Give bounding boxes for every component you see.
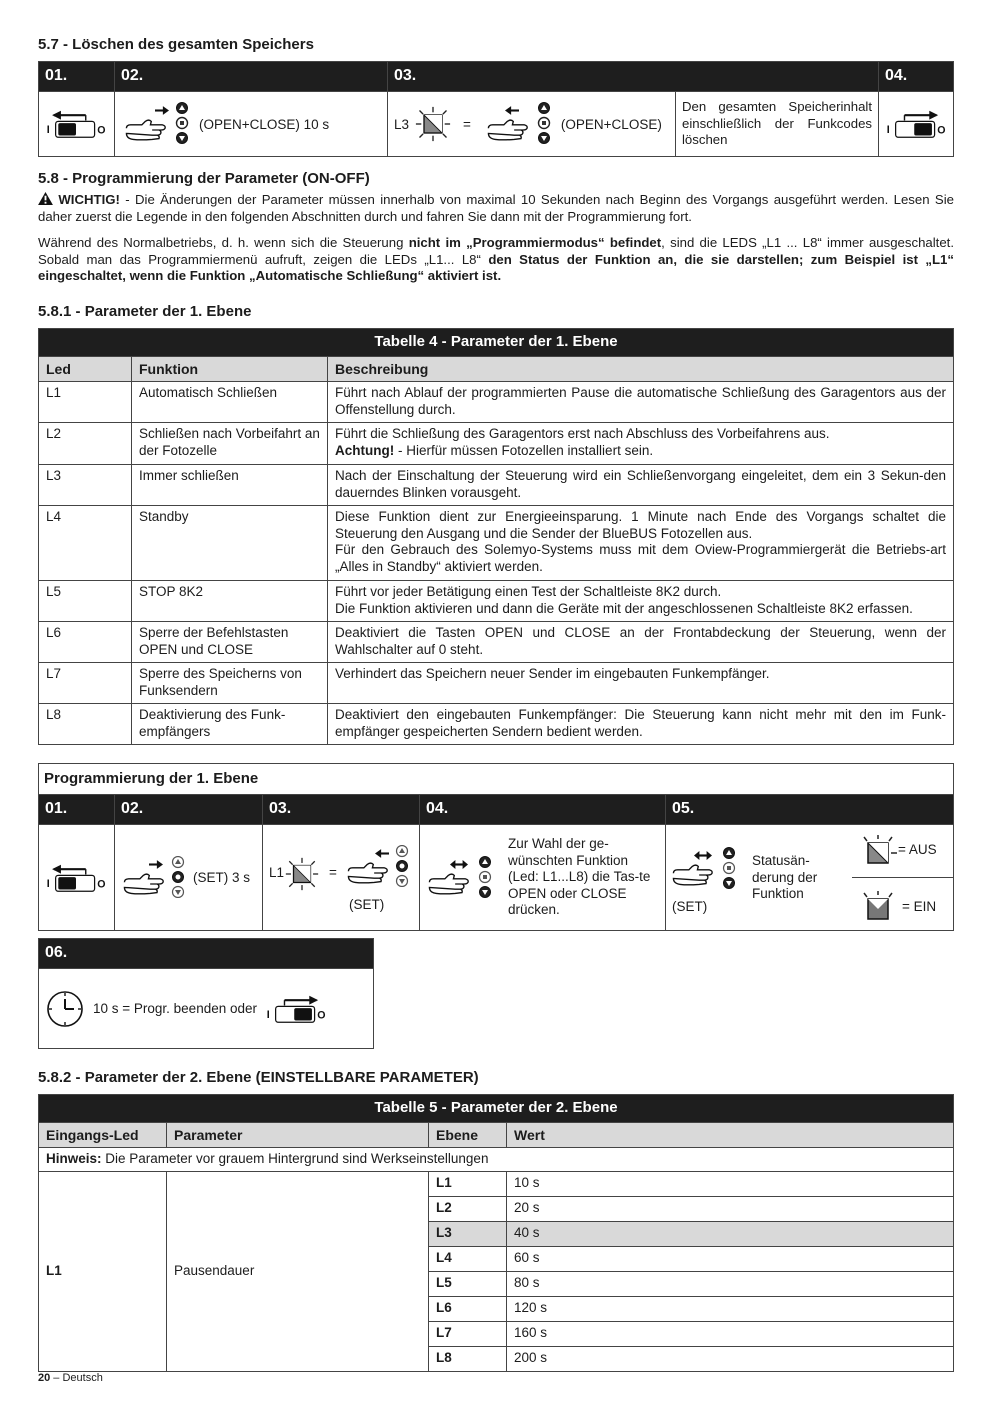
step-06-table xyxy=(38,938,374,1049)
level-cell: L2 xyxy=(429,1196,507,1221)
switch-on-icon xyxy=(885,109,947,139)
led-blinking-icon xyxy=(415,106,451,142)
value-cell: 60 s xyxy=(507,1246,954,1271)
text-bold: nicht im „Programmiermodus“ befindet xyxy=(408,235,662,250)
step-text: (OPEN+CLOSE) xyxy=(560,116,662,132)
warning-text: - Die Änderungen der Parameter müssen innerhalb von maximal 10 Sekunden nach Beginn des Vorgangs ausgeführt werden. Lesen Sie daher zuerst die Legende in den folgenden Abschnitten durch und fahren Sie dann mit der Programmierung fort. xyxy=(38,192,954,224)
led-cell: L1 xyxy=(39,382,132,423)
level-cell: L7 xyxy=(429,1321,507,1346)
step-cell xyxy=(666,825,954,931)
led-cell: L7 xyxy=(39,663,132,704)
switch-off-icon xyxy=(45,863,107,893)
step-header: 05. xyxy=(666,795,954,825)
programming-steps-table xyxy=(38,763,954,931)
value-cell: 160 s xyxy=(507,1321,954,1346)
equals-sign: = xyxy=(329,865,337,880)
press-updown-icon xyxy=(426,856,496,900)
function-cell: Automatisch Schließen xyxy=(132,382,328,423)
clock-icon xyxy=(45,989,85,1029)
led-on-icon xyxy=(858,891,898,921)
value-cell: 10 s xyxy=(507,1171,954,1196)
warning-icon xyxy=(38,192,53,205)
table-caption: Tabelle 4 - Parameter der 1. Ebene xyxy=(39,329,954,357)
text: Diese Funktion dient zur Energieeinsparung. 1 Minute nach Ende des Vorgangs schaltet die Steuerung den Ausgang und die Sender der BlueBUS Fotozellen aus. xyxy=(335,509,946,541)
function-cell: Deaktivierung des Funk-empfängers xyxy=(132,704,328,745)
text: Für den Gebrauch des Solemyo-Systems muss mit dem Oview-Programmiergerät die Betriebs-art „Alles in Standby“ aktiviert werden. xyxy=(335,542,946,574)
warning-label: WICHTIG! xyxy=(58,192,120,207)
level-cell: L1 xyxy=(429,1171,507,1196)
description-cell: Führt nach Ablauf der programmierten Pause die automatische Schließung des Garagentors aus der Offenstellung durch. xyxy=(328,382,954,423)
switch-on-icon xyxy=(265,994,327,1024)
value-cell: 40 s xyxy=(507,1221,954,1246)
value-cell: 20 s xyxy=(507,1196,954,1221)
function-cell: Sperre der Befehlstasten OPEN und CLOSE xyxy=(132,622,328,663)
led-label: L3 xyxy=(394,116,410,132)
step-cell xyxy=(39,969,374,1049)
function-cell: Immer schließen xyxy=(132,465,328,506)
step-text: (OPEN+CLOSE) 10 s xyxy=(199,116,330,132)
column-header: Eingangs-Led xyxy=(39,1122,167,1148)
led-cell: L6 xyxy=(39,622,132,663)
note-text: Die Parameter vor grauem Hintergrund sind Werkseinstellungen xyxy=(101,1151,489,1166)
level-cell: L8 xyxy=(429,1346,507,1371)
text: - Hierfür müssen Fotozellen installiert sein. xyxy=(394,442,654,458)
equals-sign: = xyxy=(463,116,471,132)
led-blinking-icon xyxy=(285,857,319,891)
table-row xyxy=(39,1171,954,1196)
divider xyxy=(852,877,954,878)
value-cell: 200 s xyxy=(507,1346,954,1371)
step-header: 04. xyxy=(420,795,666,825)
section-title-5-8-2: 5.8.2 - Parameter der 2. Ebene (EINSTELLBARE PARAMETER) xyxy=(38,1069,479,1086)
programming-title: Programmierung der 1. Ebene xyxy=(39,764,954,795)
table-row xyxy=(39,465,954,506)
table-row xyxy=(39,581,954,622)
info-paragraph xyxy=(38,235,954,285)
footer-language: – Deutsch xyxy=(50,1372,103,1384)
step-header: 02. xyxy=(115,795,263,825)
step-header: 03. xyxy=(388,62,879,92)
led-cell: L5 xyxy=(39,581,132,622)
description-cell xyxy=(328,581,954,622)
text-bold: den Status der Funktion an, die sie darstellen; zum Beispiel ist „L1“ eingeschaltet, wenn die Funktion „Automatische Schließung“ aktiviert ist. xyxy=(38,251,954,283)
step-text: 10 s = Progr. beenden oder xyxy=(93,1001,257,1016)
parameter-table-level-2 xyxy=(38,1094,954,1372)
description-cell: Verhindert das Speichern neuer Sender im eingebauten Funkempfänger. xyxy=(328,663,954,704)
table-row xyxy=(39,704,954,745)
page-number: 20 xyxy=(38,1372,51,1384)
table-row xyxy=(39,506,954,581)
page-footer xyxy=(38,1372,103,1384)
led-cell: L4 xyxy=(39,506,132,581)
step-cell xyxy=(263,825,420,931)
function-cell: Standby xyxy=(132,506,328,581)
note-row xyxy=(39,1148,954,1172)
function-cell: STOP 8K2 xyxy=(132,581,328,622)
step-cell xyxy=(420,825,666,931)
press-set-icon xyxy=(121,856,187,900)
section-title-5-8-1: 5.8.1 - Parameter der 1. Ebene xyxy=(38,303,252,320)
press-buttons-icon xyxy=(121,102,193,146)
input-led-cell: L1 xyxy=(39,1171,167,1371)
led-cell: L2 xyxy=(39,423,132,465)
status-label: = EIN xyxy=(902,899,937,914)
parameter-table-level-1 xyxy=(38,328,954,745)
step-header: 01. xyxy=(39,795,115,825)
text: Die Funktion aktivieren und dann die Geräte mit der angeschlossenen Schaltleiste 8K2 erfassen. xyxy=(335,600,913,616)
step-cell xyxy=(39,825,115,931)
column-header: Beschreibung xyxy=(328,356,954,382)
level-cell: L4 xyxy=(429,1246,507,1271)
section-title-text: 5.8 - Programmierung der Parameter (ON-OFF) xyxy=(38,170,370,187)
step-text: (SET) xyxy=(349,897,385,912)
level-cell: L3 xyxy=(429,1221,507,1246)
status-label: = AUS xyxy=(898,842,937,857)
led-off-icon xyxy=(858,835,898,865)
table-row xyxy=(39,382,954,423)
led-cell: L8 xyxy=(39,704,132,745)
step-text: (SET) 3 s xyxy=(193,870,251,885)
press-updown-icon xyxy=(670,847,740,891)
value-cell: 80 s xyxy=(507,1271,954,1296)
step-cell xyxy=(388,92,879,157)
step-description: Den gesamten Speicherinhalt einschließlich der Funkcodes löschen xyxy=(682,99,872,148)
led-cell: L3 xyxy=(39,465,132,506)
description-cell xyxy=(328,423,954,465)
step-text: Zur Wahl der ge-wünschten Funktion (Led: L1...L8) die Tas-te OPEN oder CLOSE drücken. xyxy=(508,836,651,918)
step-cell xyxy=(879,92,954,157)
step-header: 01. xyxy=(39,62,115,92)
level-cell: L6 xyxy=(429,1296,507,1321)
warning-paragraph xyxy=(38,192,954,225)
text: Führt vor jeder Betätigung einen Test der Schaltleiste 8K2 durch. xyxy=(335,584,722,599)
text: Während des Normalbetriebs, d. h. wenn sich die Steuerung xyxy=(38,235,409,250)
note-label: Hinweis: xyxy=(46,1151,102,1166)
step-text: Statusän-derung der Funktion xyxy=(752,853,818,901)
table-caption: Tabelle 5 - Parameter der 2. Ebene xyxy=(39,1095,954,1123)
press-set-icon xyxy=(345,845,415,889)
step-cell xyxy=(39,92,115,157)
press-buttons-icon xyxy=(483,102,555,146)
value-cell: 120 s xyxy=(507,1296,954,1321)
steps-table-5-7 xyxy=(38,61,954,157)
text: , sind die LEDS „L1 ... L8“ immer ausgeschaltet. Sobald man das Programmiermenü aufruft, zeigen die LEDs „L1... L8“ xyxy=(38,235,954,267)
parameter-cell: Pausendauer xyxy=(167,1171,429,1371)
table-row xyxy=(39,622,954,663)
column-header: Parameter xyxy=(167,1122,429,1148)
section-title-5-8 xyxy=(38,170,370,187)
column-header: Ebene xyxy=(429,1122,507,1148)
table-row xyxy=(39,663,954,704)
led-label: L1 xyxy=(269,865,285,880)
step-header: 04. xyxy=(879,62,954,92)
table-row xyxy=(39,423,954,465)
function-cell: Sperre des Speicherns von Funksendern xyxy=(132,663,328,704)
description-cell: Deaktiviert die Tasten OPEN und CLOSE an der Frontabdeckung der Steuerung, wenn der Wahlschalter auf 0 steht. xyxy=(328,622,954,663)
step-header: 06. xyxy=(39,939,374,969)
section-title-5-7: 5.7 - Löschen des gesamten Speichers xyxy=(38,36,314,53)
level-cell: L5 xyxy=(429,1271,507,1296)
step-cell xyxy=(115,825,263,931)
text: Führt die Schließung des Garagentors erst nach Abschluss des Vorbeifahrens aus. xyxy=(335,426,830,441)
text-bold: Achtung! xyxy=(335,442,395,458)
column-header: Led xyxy=(39,356,132,382)
column-header: Wert xyxy=(507,1122,954,1148)
column-header: Funktion xyxy=(132,356,328,382)
switch-off-icon xyxy=(45,109,107,139)
function-cell: Schließen nach Vorbeifahrt an der Fotozelle xyxy=(132,423,328,465)
description-cell xyxy=(328,506,954,581)
step-header: 03. xyxy=(263,795,420,825)
step-cell xyxy=(115,92,388,157)
description-cell: Deaktiviert den eingebauten Funkempfänger: Die Steuerung kann nicht mehr mit den im Funk-empfänger gespeicherten Sendern bedient werden. xyxy=(328,704,954,745)
step-header: 02. xyxy=(115,62,388,92)
description-cell: Nach der Einschaltung der Steuerung wird ein Schließenvorgang eingeleitet, dem ein 3 Sekun-den dauerndes Blinken vorausgeht. xyxy=(328,465,954,506)
step-text: (SET) xyxy=(672,899,708,914)
